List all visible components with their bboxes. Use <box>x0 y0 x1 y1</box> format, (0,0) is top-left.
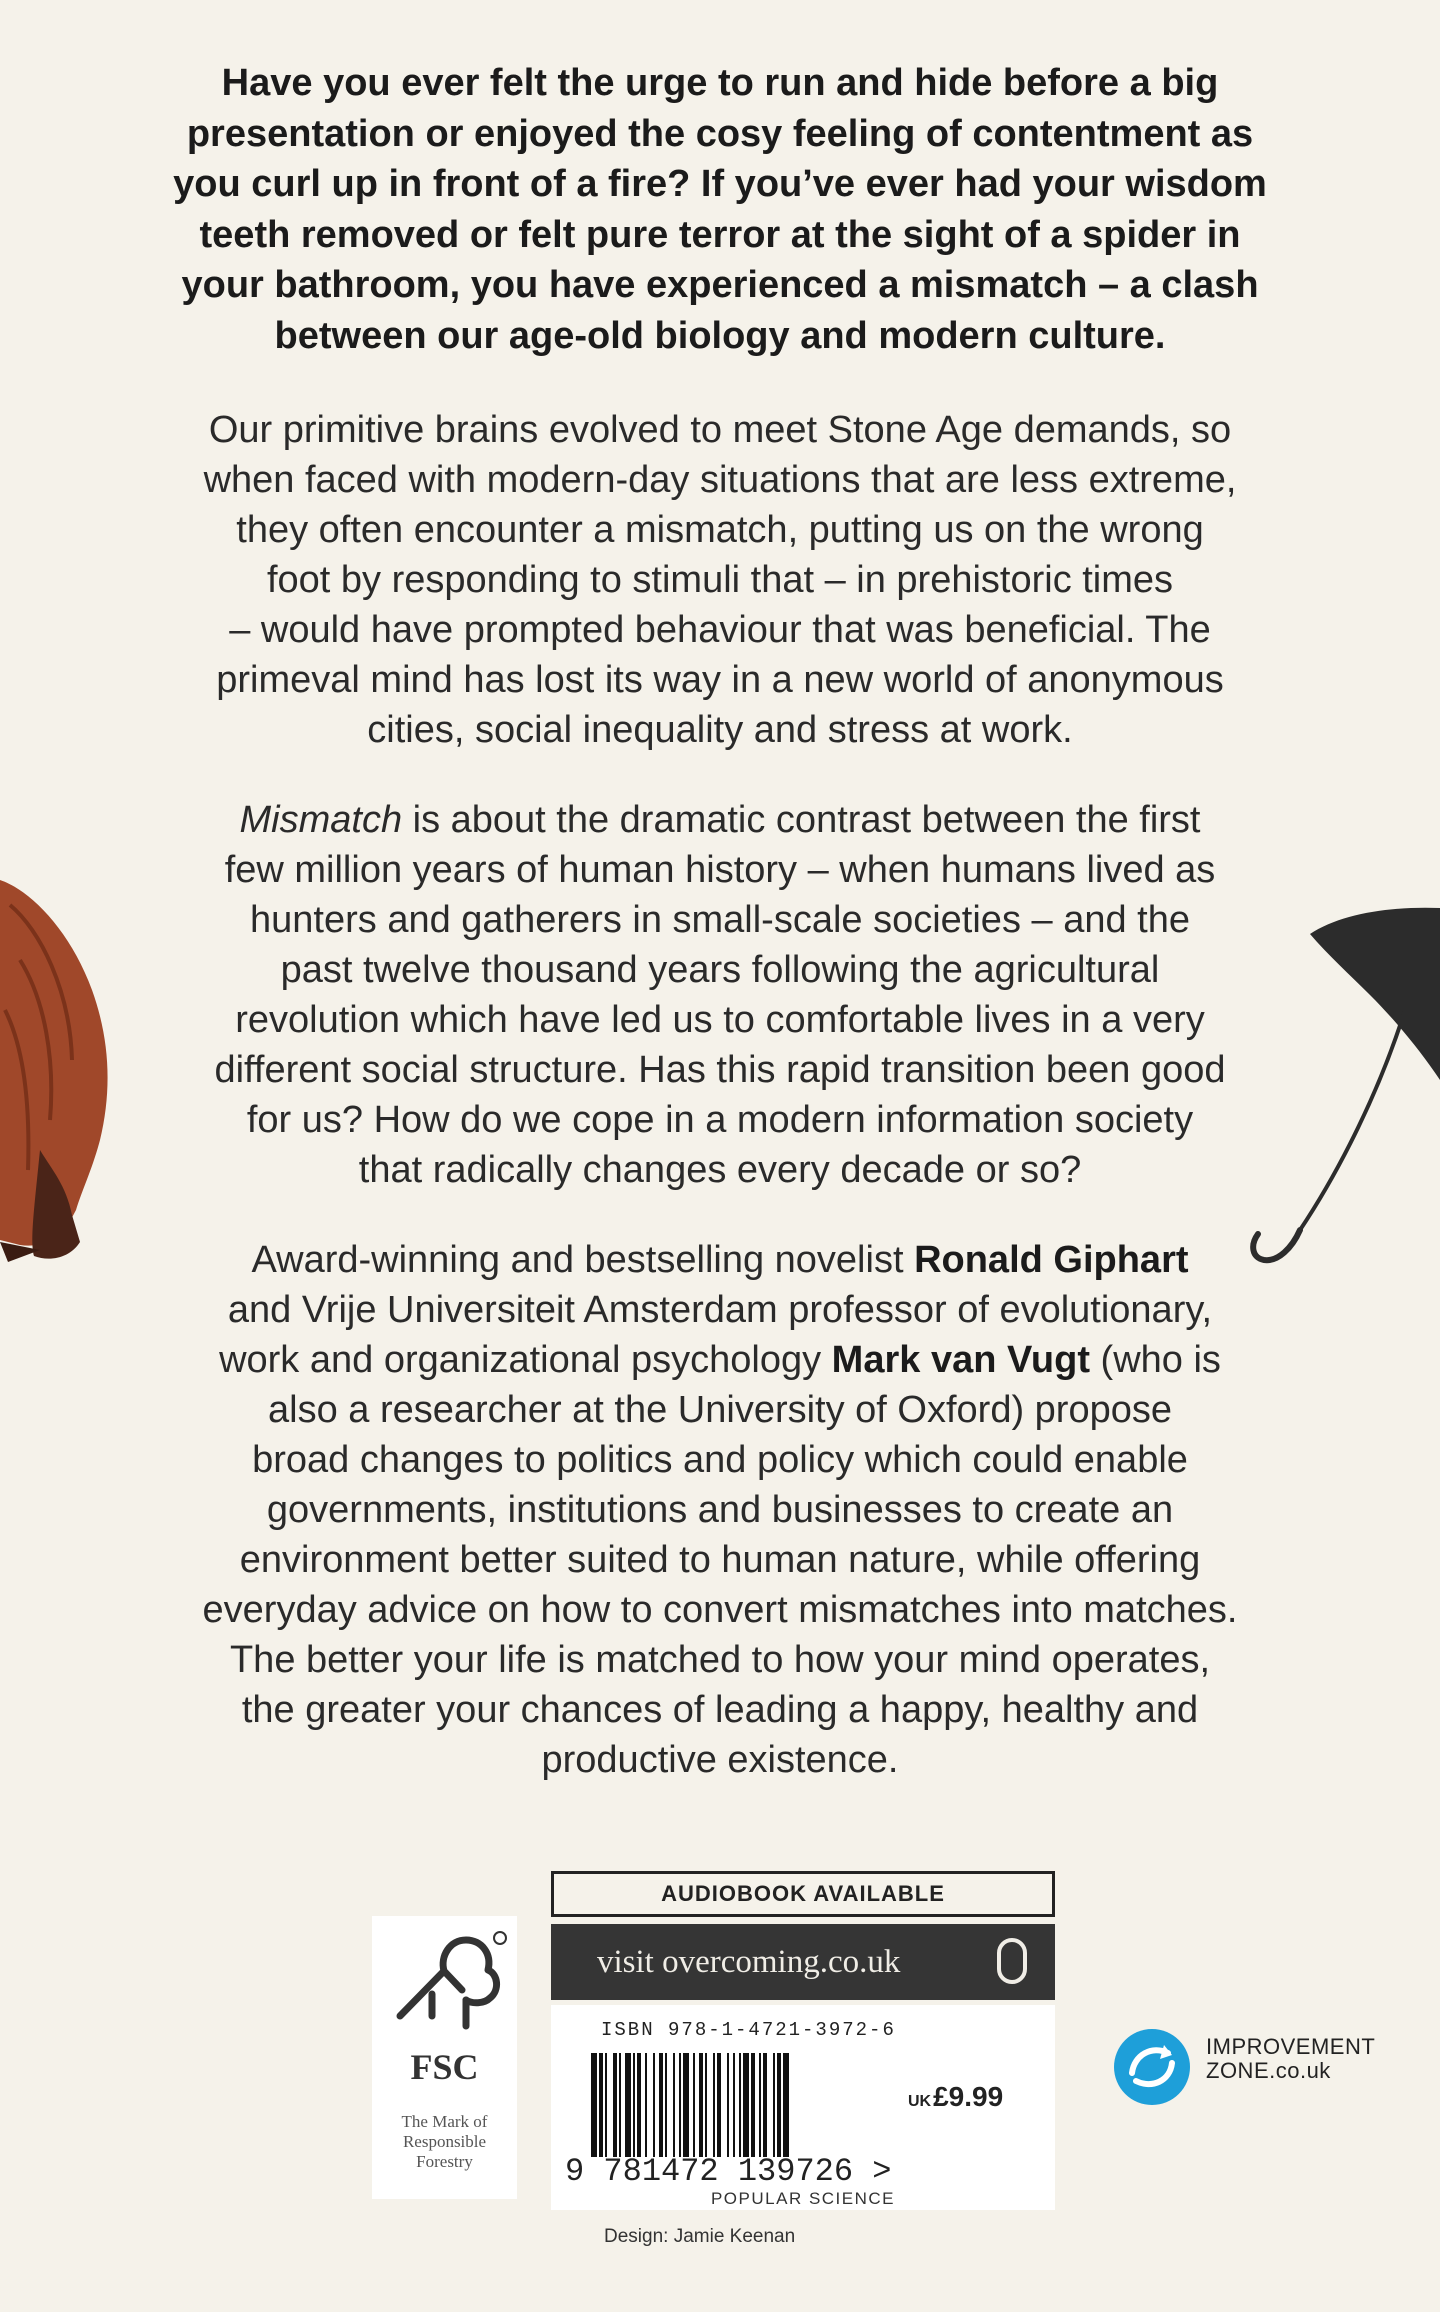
price <box>908 2081 1003 2113</box>
improvement-zone-logo <box>1112 2027 1402 2111</box>
paragraph-line: past twelve thousand years following the agricultural <box>280 949 1160 991</box>
barcode-bar <box>713 2053 715 2157</box>
barcode-bar <box>693 2053 695 2157</box>
fsc-logo <box>372 1916 517 2199</box>
paragraph-line: The better your life is matched to how your mind operates, <box>229 1639 1211 1681</box>
fsc-label: FSC <box>410 2047 479 2087</box>
barcode-bar <box>733 2053 735 2157</box>
visit-website-bar <box>551 1924 1055 2000</box>
fsc-tree-icon <box>372 1916 517 2046</box>
improvement-zone-icon <box>1112 2027 1192 2107</box>
lead-line: presentation or enjoyed the cosy feeling of contentment as <box>186 112 1254 155</box>
barcode-bar <box>645 2053 647 2157</box>
paragraph-line: – would have prompted behaviour that was beneficial. The <box>229 609 1211 651</box>
barcode-bar <box>673 2053 675 2157</box>
paragraph-line: hunters and gatherers in small-scale societies – and the <box>250 899 1190 941</box>
barcode-bar <box>591 2053 597 2157</box>
paragraph-text: work and organizational psychology <box>219 1339 832 1381</box>
barcode-bar <box>683 2053 689 2157</box>
barcode-panel <box>551 2005 1055 2210</box>
paragraph-line: broad changes to politics and policy which could enable <box>252 1439 1188 1481</box>
paragraph-line <box>90 1335 1350 1385</box>
paragraph-line: also a researcher at the University of Oxford) propose <box>268 1389 1172 1431</box>
fsc-tagline-line: Responsible <box>402 2132 487 2151</box>
paragraph-line: cities, social inequality and stress at work. <box>367 709 1073 751</box>
author-name: Mark van Vugt <box>831 1339 1090 1381</box>
design-credit: Design: Jamie Keenan <box>604 2226 796 2247</box>
website-url: visit overcoming.co.uk <box>597 1943 901 1980</box>
improvement-zone-name <box>1206 2035 1375 2083</box>
paragraph-text: is about the dramatic contrast between the first <box>402 799 1201 841</box>
body-paragraph-3 <box>90 1235 1350 1785</box>
lead-line: Have you ever felt the urge to run and hide before a big <box>221 62 1219 104</box>
paragraph-line: governments, institutions and businesses to create an <box>266 1489 1174 1531</box>
paragraph-line: different social structure. Has this rapid transition been good <box>214 1049 1226 1091</box>
lead-line: your bathroom, you have experienced a mismatch – a clash <box>181 264 1259 306</box>
barcode-bar <box>751 2053 755 2157</box>
barcode-bar <box>777 2053 781 2157</box>
barcode-bar <box>717 2053 721 2157</box>
barcode-bar <box>619 2053 621 2157</box>
barcode-bar <box>637 2053 641 2157</box>
book-category: POPULAR SCIENCE <box>710 2189 896 2208</box>
price-value: £9.99 <box>933 2081 1004 2112</box>
paragraph-line: that radically changes every decade or so? <box>358 1149 1082 1191</box>
barcode-bar <box>625 2053 631 2157</box>
paragraph-line: few million years of human history – when humans lived as <box>224 849 1216 891</box>
paragraph-line: environment better suited to human nature, while offering <box>239 1539 1201 1581</box>
lead-paragraph <box>90 58 1350 361</box>
barcode-bar <box>773 2053 775 2157</box>
barcode-bar <box>759 2053 761 2157</box>
paragraph-line: everyday advice on how to convert mismatches into matches. <box>202 1589 1238 1631</box>
iz-line: IMPROVEMENT <box>1206 2034 1376 2059</box>
barcode-bar <box>727 2053 729 2157</box>
audiobook-available-box: AUDIOBOOK AVAILABLE <box>551 1871 1055 1917</box>
barcode-bar <box>633 2053 635 2157</box>
body-paragraph-2 <box>90 795 1350 1195</box>
isbn-text: ISBN 978-1-4721-3972-6 <box>601 2019 896 2041</box>
barcode-bar <box>679 2053 681 2157</box>
barcode-digits: 9 781472 139726 > <box>565 2153 892 2190</box>
publisher-logo-icon <box>997 1938 1027 1984</box>
paragraph-line <box>90 795 1350 845</box>
fsc-tagline-line: The Mark of <box>401 2112 488 2131</box>
barcode-bar <box>599 2053 603 2157</box>
paragraph-line: primeval mind has lost its way in a new world of anonymous <box>216 659 1224 701</box>
paragraph-line: they often encounter a mismatch, putting us on the wrong <box>236 509 1204 551</box>
paragraph-line: when faced with modern-day situations that are less extreme, <box>203 459 1237 501</box>
barcode-bar <box>763 2053 767 2157</box>
barcode-bar <box>699 2053 703 2157</box>
paragraph-text: Award-winning and bestselling novelist <box>251 1239 915 1281</box>
paragraph-line <box>90 1235 1350 1285</box>
barcode-bar <box>739 2053 741 2157</box>
lead-line: you curl up in front of a fire? If you’ve ever had your wisdom <box>173 163 1267 205</box>
paragraph-line: and Vrije Universiteit Amsterdam professor of evolutionary, <box>227 1289 1213 1331</box>
barcode-bar <box>705 2053 707 2157</box>
paragraph-line: foot by responding to stimuli that – in prehistoric times <box>266 559 1174 601</box>
body-paragraph-1 <box>90 405 1350 755</box>
book-title-italic: Mismatch <box>239 799 403 841</box>
paragraph-line: for us? How do we cope in a modern information society <box>246 1099 1194 1141</box>
barcode-bar <box>659 2053 663 2157</box>
barcode-bar <box>743 2053 749 2157</box>
barcode-bar <box>605 2053 607 2157</box>
paragraph-text: (who is <box>1090 1339 1221 1381</box>
barcode-icon <box>591 2053 891 2157</box>
author-name: Ronald Giphart <box>914 1239 1189 1281</box>
lead-line: between our age-old biology and modern culture. <box>274 314 1166 357</box>
fsc-tagline-line: Forestry <box>416 2152 473 2171</box>
paragraph-line: the greater your chances of leading a happy, healthy and <box>241 1689 1199 1731</box>
price-prefix: UK <box>908 2093 932 2110</box>
iz-line: ZONE.co.uk <box>1206 2058 1331 2083</box>
paragraph-line: productive existence. <box>541 1739 899 1781</box>
barcode-bar <box>665 2053 667 2157</box>
paragraph-line: Our primitive brains evolved to meet Stone Age demands, so <box>208 409 1232 451</box>
barcode-bar <box>783 2053 789 2157</box>
fsc-tagline <box>372 2112 517 2172</box>
lead-line: teeth removed or felt pure terror at the sight of a spider in <box>199 213 1241 256</box>
barcode-bar <box>613 2053 617 2157</box>
barcode-bar <box>653 2053 655 2157</box>
paragraph-line: revolution which have led us to comfortable lives in a very <box>235 999 1205 1041</box>
